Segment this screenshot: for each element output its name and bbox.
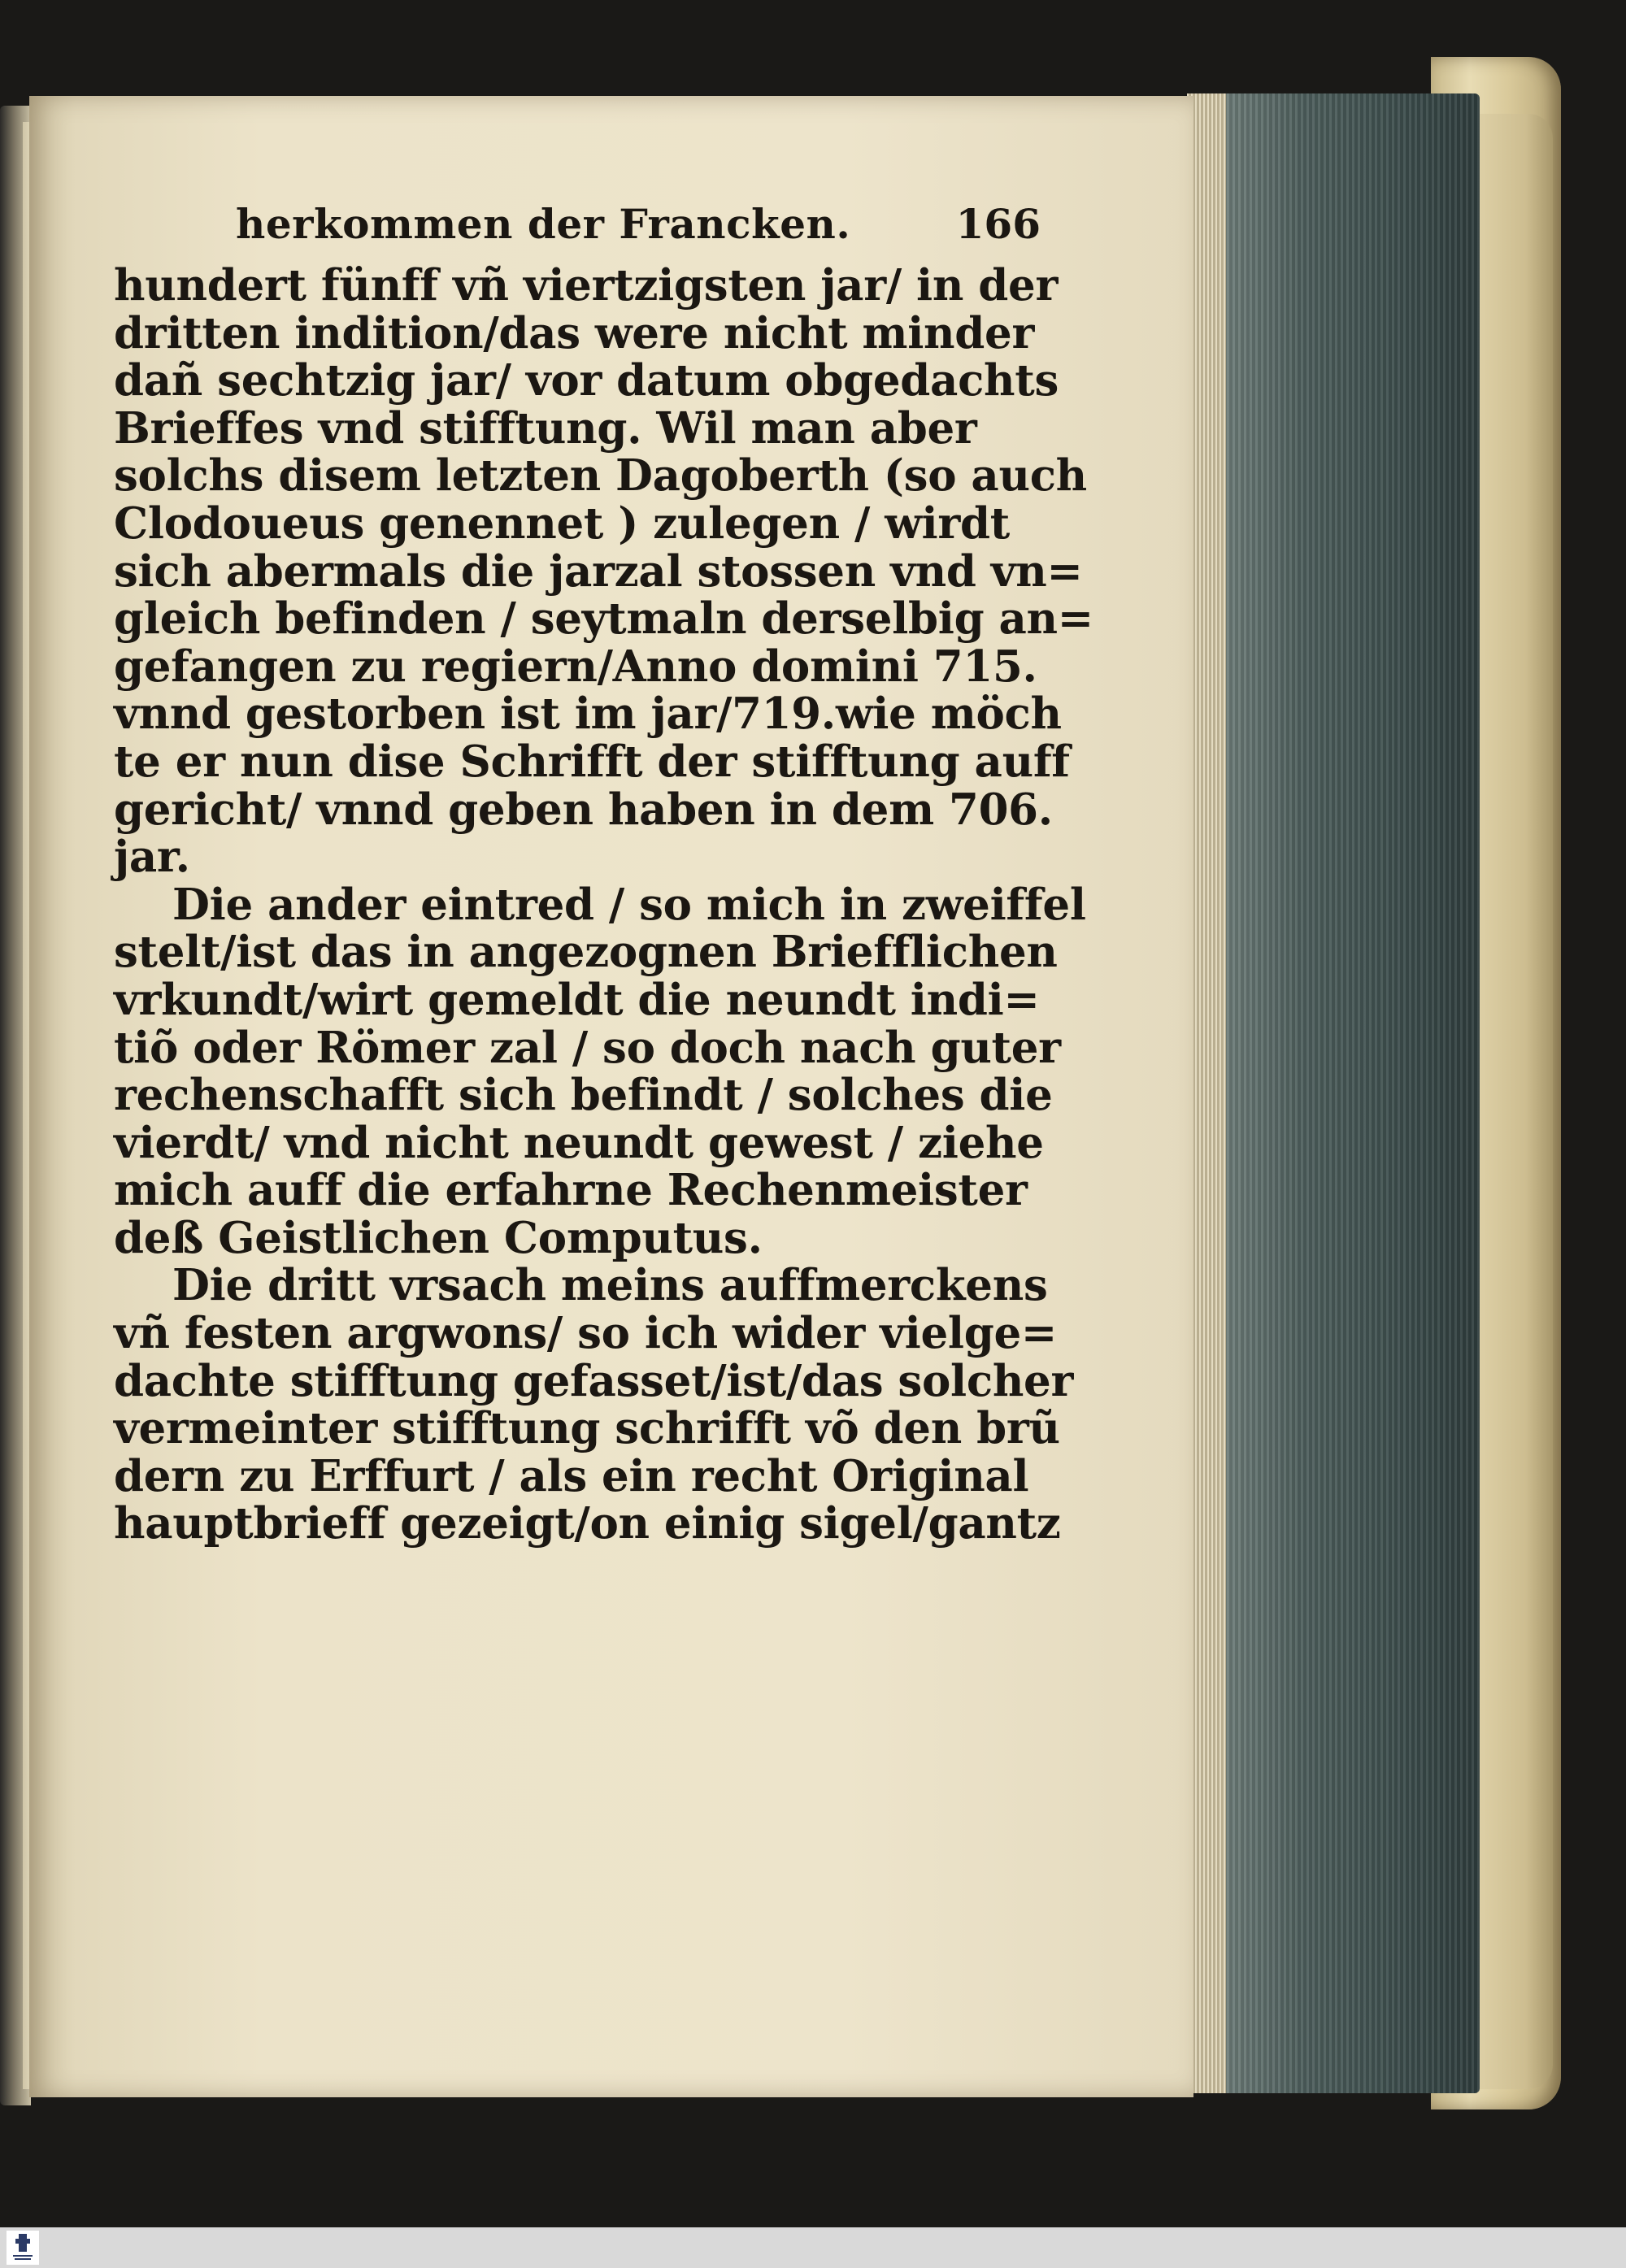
- text-line: vermeinter stifftung schrifft võ den brũ: [114, 1403, 1060, 1454]
- text-line: solchs disem letzten Dagoberth (so auch: [114, 450, 1087, 502]
- paragraph-start-line: Die dritt vrsach meins auffmerckens: [172, 1260, 1048, 1311]
- text-line: dachte stifftung gefasset/ist/das solcher: [114, 1355, 1074, 1406]
- text-line: te er nun dise Schrifft der stifftung auff: [114, 736, 1070, 787]
- text-line: stelt/ist das in angezognen Briefflichen: [114, 927, 1058, 978]
- text-line: gefangen zu regiern/Anno domini 715.: [114, 641, 1037, 692]
- book-page: [29, 96, 1193, 2097]
- text-line: gleich befinden / seytmaln derselbig an=: [114, 593, 1093, 645]
- text-line: vnnd gestorben ist im jar/719.wie möch: [114, 689, 1062, 740]
- text-line: hundert fünff vñ viertzigsten jar/ in der: [114, 260, 1059, 311]
- text-line: sich abermals die jarzal stossen vnd vn=: [114, 545, 1083, 597]
- text-line: vrkundt/wirt gemeldt die neundt indi=: [114, 974, 1040, 1025]
- viewer-footer-bar: [0, 2227, 1626, 2268]
- text-line: Clodoueus genennet ) zulegen / wirdt: [114, 497, 1010, 549]
- text-line: deß Geistlichen Computus.: [114, 1212, 763, 1263]
- text-line: dañ sechtzig jar/ vor datum obgedachts: [114, 355, 1059, 406]
- text-line: jar.: [114, 832, 190, 883]
- text-line: hauptbrieff gezeigt/on einig sigel/gantz: [114, 1498, 1061, 1549]
- page-fore-edge: [1187, 93, 1480, 2093]
- text-line: dritten indition/das were nicht minder: [114, 307, 1035, 358]
- text-line: mich auff die erfahrne Rechenmeister: [114, 1165, 1028, 1216]
- library-logo-icon: [7, 2231, 39, 2265]
- text-line: dern zu Erffurt / als ein recht Original: [114, 1450, 1029, 1501]
- text-line: gericht/ vnnd geben haben in dem 706.: [114, 784, 1053, 835]
- paragraph-start-line: Die ander eintred / so mich in zweiffel: [172, 879, 1086, 930]
- running-head: [114, 187, 1057, 262]
- text-line: vñ festen argwons/ so ich wider vielge=: [114, 1308, 1058, 1359]
- text-line: Brieffes vnd stifftung. Wil man aber: [114, 402, 977, 454]
- text-line: rechenschafft sich befindt / solches die: [114, 1070, 1053, 1121]
- running-title: herkommen der Francken.: [236, 200, 851, 248]
- text-line: tiõ oder Römer zal / so doch nach guter: [114, 1022, 1061, 1073]
- text-block: [114, 187, 1093, 1549]
- text-line: vierdt/ vnd nicht neundt gewest / ziehe: [114, 1117, 1044, 1168]
- page-number: 166: [955, 200, 1041, 248]
